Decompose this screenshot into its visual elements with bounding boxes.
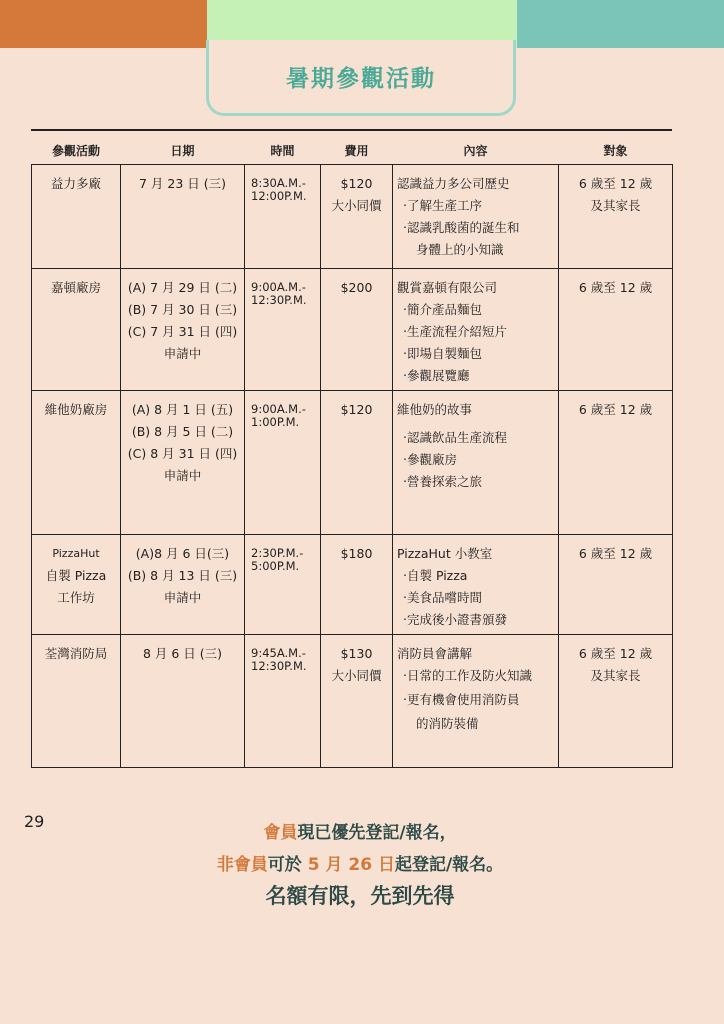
cell-activity: 嘉頓廠房 <box>32 269 121 391</box>
header-rule <box>31 129 672 131</box>
cell-content: 維他奶的故事 ‧認識飲品生產流程 ‧參觀廠房 ‧營養探索之旅 <box>393 391 559 535</box>
cell-target: 6 歲至 12 歲 <box>559 269 673 391</box>
cell-content: 觀賞嘉頓有限公司 ‧簡介產品麵包 ‧生產流程介紹短片 ‧即場自製麵包 ‧參觀展覽廳 <box>393 269 559 391</box>
cell-time: 8:30A.M.- 12:00P.M. <box>245 165 321 269</box>
cell-fee: $180 <box>321 535 393 635</box>
header-content: 內容 <box>393 136 559 165</box>
cell-activity: 荃灣消防局 <box>32 635 121 768</box>
header-time: 時間 <box>245 136 321 165</box>
table-header-row <box>32 136 673 165</box>
header-fee: 費用 <box>321 136 393 165</box>
cell-fee: $120 <box>321 391 393 535</box>
top-bar-teal <box>517 0 724 48</box>
cell-fee: $130 大小同價 <box>321 635 393 768</box>
cell-content: 認識益力多公司歷史 ‧了解生產工序 ‧認識乳酸菌的誕生和 身體上的小知識 <box>393 165 559 269</box>
cell-dates: (A) 7 月 29 日 (二) (B) 7 月 30 日 (三) (C) 7 月 31 日 (四) 申請中 <box>121 269 245 391</box>
cell-activity: PizzaHut 自製 Pizza 工作坊 <box>32 535 121 635</box>
header-target: 對象 <box>559 136 673 165</box>
table-row <box>32 535 673 635</box>
page-title: 暑期參觀活動 <box>286 66 436 92</box>
header-date: 日期 <box>121 136 245 165</box>
title-tab <box>206 40 516 116</box>
table-row <box>32 165 673 269</box>
table-row <box>32 635 673 768</box>
cell-target: 6 歲至 12 歲 及其家長 <box>559 165 673 269</box>
top-bar-orange <box>0 0 207 48</box>
cell-time: 2:30P.M.- 5:00P.M. <box>245 535 321 635</box>
schedule-table <box>31 136 673 768</box>
cell-activity: 益力多廠 <box>32 165 121 269</box>
cell-target: 6 歲至 12 歲 <box>559 391 673 535</box>
table-row <box>32 391 673 535</box>
cell-target: 6 歲至 12 歲 <box>559 535 673 635</box>
cell-time: 9:00A.M.- 12:30P.M. <box>245 269 321 391</box>
page-number: 29 <box>24 812 45 831</box>
table-row <box>32 269 673 391</box>
cell-content: PizzaHut 小教室 ‧自製 Pizza ‧美食品嚐時間 ‧完成後小證書頒發 <box>393 535 559 635</box>
cell-time: 9:00A.M.- 1:00P.M. <box>245 391 321 535</box>
notice-line-1: 會員現已優先登記/報名， <box>263 823 457 843</box>
cell-content: 消防員會講解 ‧日常的工作及防火知識 ‧更有機會使用消防員 的消防裝備 <box>393 635 559 768</box>
cell-dates: 7 月 23 日 (三) <box>121 165 245 269</box>
cell-activity: 維他奶廠房 <box>32 391 121 535</box>
cell-dates: 8 月 6 日 (三) <box>121 635 245 768</box>
cell-time: 9:45A.M.- 12:30P.M. <box>245 635 321 768</box>
header-activity: 參觀活動 <box>32 136 121 165</box>
cell-fee: $120 大小同價 <box>321 165 393 269</box>
cell-dates: (A) 8 月 1 日 (五) (B) 8 月 5 日 (二) (C) 8 月 31 日 (四) 申請中 <box>121 391 245 535</box>
cell-target: 6 歲至 12 歲 及其家長 <box>559 635 673 768</box>
cell-dates: (A)8 月 6 日(三) (B) 8 月 13 日 (三) 申請中 <box>121 535 245 635</box>
notice-line-2: 非會員可於 5 月 26 日起登記/報名。 <box>216 855 504 875</box>
notice-line-3: 名額有限，先到先得 <box>265 884 455 908</box>
cell-fee: $200 <box>321 269 393 391</box>
